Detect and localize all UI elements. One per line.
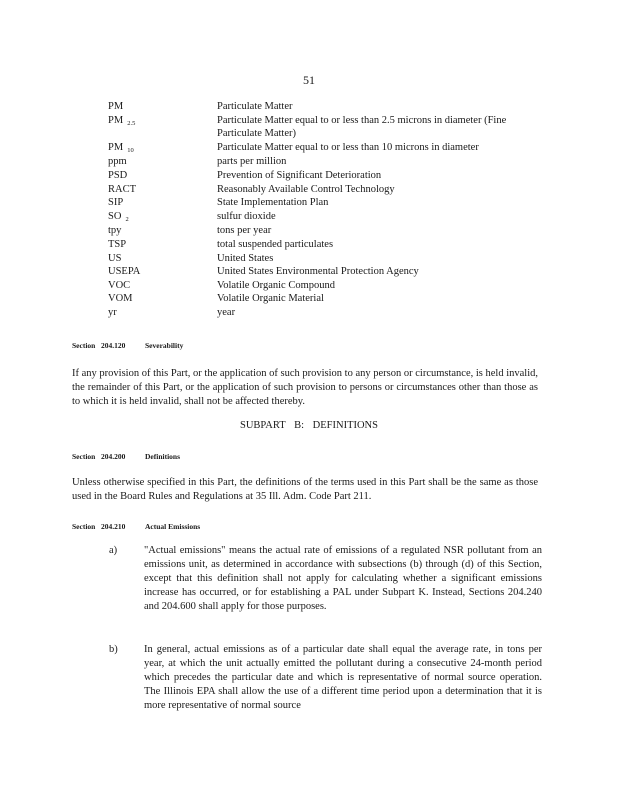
abbreviation-term <box>108 265 217 279</box>
abbreviation-row <box>108 265 548 279</box>
abbreviation-definition: Prevention of Significant Deterioration <box>217 169 382 181</box>
list-item-a <box>72 544 542 614</box>
abbreviation-definition: Particulate Matter equal to or less than 2.5 microns in diameter (Fine Particulate Matter) <box>217 114 507 140</box>
abbreviation-list <box>108 100 548 320</box>
section-title: Definitions <box>145 452 181 461</box>
abbreviation-definition: total suspended particulates <box>217 238 334 250</box>
list-item-b <box>72 643 542 713</box>
abbreviation-row <box>108 100 548 114</box>
section-heading-definitions <box>72 452 180 461</box>
page-number: 51 <box>303 73 315 87</box>
abbreviation-definition: Reasonably Available Control Technology <box>217 183 395 195</box>
abbreviation-subscript: 10 <box>127 146 134 154</box>
abbreviation-definition: United States <box>217 252 274 264</box>
abbreviation-subscript: 2 <box>125 215 129 223</box>
abbreviation-definition: parts per million <box>217 156 287 168</box>
section-number: 204.210 <box>101 522 126 531</box>
abbreviation-definition: Particulate Matter <box>217 101 293 112</box>
section-heading-severability <box>72 341 183 350</box>
abbreviation-term <box>108 155 217 169</box>
item-label: a) <box>109 545 118 556</box>
abbreviation-row <box>108 224 548 238</box>
abbreviation-definition: sulfur dioxide <box>217 210 276 222</box>
definitions-paragraph: Unless otherwise specified in this Part, the definitions of the terms used in this Part shall be the same as those used in the Board Rules and Regulations at 35 Ill. Adm. Code Part 211. <box>72 477 538 502</box>
abbreviation-row <box>108 196 548 210</box>
abbreviation-row <box>108 169 548 183</box>
abbreviation-row <box>108 210 548 225</box>
abbreviation-row <box>108 183 548 197</box>
abbreviation-row <box>108 306 548 320</box>
abbreviation-row <box>108 252 548 266</box>
severability-paragraph: If any provision of this Part, or the application of such provision to any person or circumstance, is held invalid, the remainder of this Part, or the application of such provision to persons or circumstances other than those as to which it is held invalid, shall not be affected thereby. <box>72 368 538 407</box>
abbreviation-definition: tons per year <box>217 225 272 237</box>
section-number: 204.120 <box>101 341 126 350</box>
abbreviation-term <box>108 141 217 156</box>
section-number: 204.200 <box>101 452 126 461</box>
abbreviation-term <box>108 292 217 306</box>
abbreviation-row <box>108 114 548 141</box>
abbreviation-term-text: tpy <box>108 225 122 237</box>
section-label: Section <box>72 522 96 531</box>
abbreviation-row <box>108 238 548 252</box>
section-label: Section <box>72 341 96 350</box>
abbreviation-term-text: PM <box>108 101 124 112</box>
abbreviation-definition: State Implementation Plan <box>217 197 329 209</box>
abbreviation-term-text: US <box>108 252 122 264</box>
abbreviation-term <box>108 183 217 197</box>
abbreviation-term-text: PM <box>108 114 124 126</box>
abbreviation-term-text: PM <box>108 141 124 153</box>
abbreviation-term-text: ppm <box>108 156 127 168</box>
abbreviation-term-text: VOC <box>108 279 131 291</box>
section-title: Severability <box>145 341 184 350</box>
abbreviation-term-text: yr <box>108 306 117 318</box>
abbreviation-term-text: VOM <box>108 293 133 305</box>
abbreviation-row <box>108 279 548 293</box>
abbreviation-term-text: SIP <box>108 197 124 209</box>
abbreviation-term-text: TSP <box>108 238 127 250</box>
abbreviation-definition: United States Environmental Protection Agency <box>217 266 419 278</box>
abbreviation-term-text: RACT <box>108 183 137 195</box>
abbreviation-term <box>108 252 217 266</box>
abbreviation-term <box>108 279 217 293</box>
abbreviation-term <box>108 114 217 141</box>
abbreviation-row <box>108 292 548 306</box>
subpart-heading: SUBPART B: DEFINITIONS <box>240 420 378 431</box>
abbreviation-definition: Particulate Matter equal to or less than 10 microns in diameter <box>217 141 479 153</box>
abbreviation-term <box>108 196 217 210</box>
abbreviation-definition: year <box>217 306 236 318</box>
abbreviation-term <box>108 169 217 183</box>
abbreviation-term <box>108 210 217 225</box>
abbreviation-term <box>108 100 217 114</box>
item-label: b) <box>109 644 118 655</box>
abbreviation-row <box>108 155 548 169</box>
section-heading-actual-emissions <box>72 522 200 531</box>
section-label: Section <box>72 452 96 461</box>
abbreviation-row <box>108 141 548 156</box>
item-text: In general, actual emissions as of a particular date shall equal the average rate, in tons per year, at which the unit actually emitted the pollutant during a consecutive 24-month period which precedes the particular date and which is representative of normal source operation. The Illinois EPA shall allow the use of a different time period upon a determination that it is more representative of normal source <box>144 644 542 711</box>
abbreviation-definition: Volatile Organic Compound <box>217 279 336 291</box>
abbreviation-term-text: PSD <box>108 169 128 181</box>
section-title: Actual Emissions <box>145 522 201 531</box>
abbreviation-term <box>108 306 217 320</box>
abbreviation-subscript: 2.5 <box>127 119 136 127</box>
abbreviation-definition: Volatile Organic Material <box>217 293 324 305</box>
abbreviation-term <box>108 224 217 238</box>
abbreviation-term-text: USEPA <box>108 266 141 278</box>
abbreviation-term <box>108 238 217 252</box>
item-text: "Actual emissions" means the actual rate of emissions of a regulated NSR pollutant from an emissions unit, as determined in accordance with subsections (b) through (d) of this Section, except that this definition shall not apply for calculating whether a significant emissions increase has occurred, or for establishing a PAL under Subpart K. Instead, Sections 204.240 and 204.600 shall apply for those purposes. <box>144 545 542 612</box>
abbreviation-term-text: SO <box>108 210 122 222</box>
